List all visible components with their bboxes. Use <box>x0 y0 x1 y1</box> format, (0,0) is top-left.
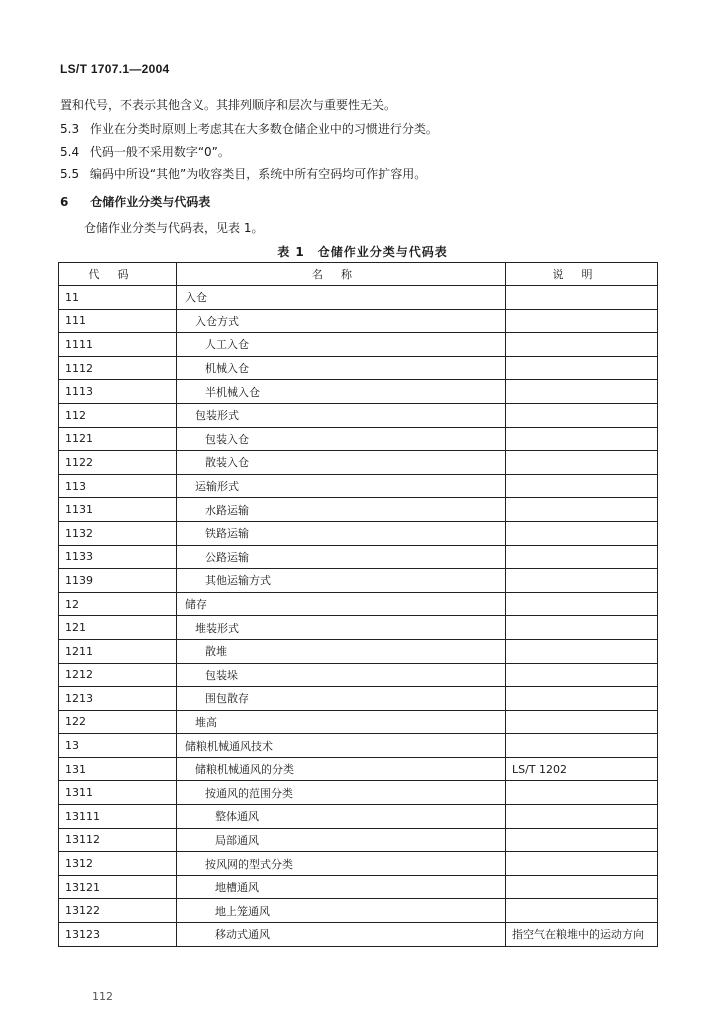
table-row <box>59 923 658 947</box>
table-row <box>59 474 658 498</box>
row-code: 12 <box>59 592 177 616</box>
table-row <box>59 734 658 758</box>
row-code: 121 <box>59 616 177 640</box>
row-name: 储粮机械通风的分类 <box>177 757 506 781</box>
row-remark <box>506 616 658 640</box>
table-row <box>59 545 658 569</box>
row-code: 11 <box>59 286 177 310</box>
row-remark <box>506 380 658 404</box>
table-row <box>59 309 658 333</box>
table-row <box>59 687 658 711</box>
table-row <box>59 427 658 451</box>
row-code: 1122 <box>59 451 177 475</box>
row-name: 入仓方式 <box>177 309 506 333</box>
clause-number: 5.5 <box>60 167 80 181</box>
row-name: 散堆 <box>177 639 506 663</box>
row-code: 1311 <box>59 781 177 805</box>
table-row <box>59 356 658 380</box>
row-remark <box>506 333 658 357</box>
row-code: 1113 <box>59 380 177 404</box>
row-name: 地槽通风 <box>177 875 506 899</box>
row-code: 113 <box>59 474 177 498</box>
section-title: 仓储作业分类与代码表 <box>90 195 211 209</box>
paragraph-5-5 <box>60 165 426 182</box>
row-code: 1111 <box>59 333 177 357</box>
row-name: 整体通风 <box>177 805 506 829</box>
page-number: 112 <box>92 990 113 1003</box>
table-row <box>59 616 658 640</box>
row-code: 1131 <box>59 498 177 522</box>
table-row <box>59 899 658 923</box>
paragraph-continuation: 置和代号，不表示其他含义。其排列顺序和层次与重要性无关。 <box>60 98 397 112</box>
row-name: 运输形式 <box>177 474 506 498</box>
row-remark <box>506 403 658 427</box>
table-row <box>59 521 658 545</box>
row-remark: 指空气在粮堆中的运动方向 <box>506 923 658 947</box>
row-remark <box>506 828 658 852</box>
row-name: 散装入仓 <box>177 451 506 475</box>
row-name: 移动式通风 <box>177 923 506 947</box>
header-code: 代码 <box>59 263 177 286</box>
row-name: 铁路运输 <box>177 521 506 545</box>
table-row <box>59 403 658 427</box>
row-code: 13122 <box>59 899 177 923</box>
table-header-row <box>59 263 658 286</box>
row-name: 人工入仓 <box>177 333 506 357</box>
row-remark <box>506 451 658 475</box>
table-row <box>59 380 658 404</box>
clause-text: 代码一般不采用数字“0”。 <box>89 145 230 159</box>
standard-code: LS/T 1707.1—2004 <box>60 62 170 76</box>
row-name: 包装入仓 <box>177 427 506 451</box>
row-name: 半机械入仓 <box>177 380 506 404</box>
table-row <box>59 757 658 781</box>
row-code: 131 <box>59 757 177 781</box>
row-remark <box>506 356 658 380</box>
table-row <box>59 498 658 522</box>
row-code: 13 <box>59 734 177 758</box>
row-code: 1213 <box>59 687 177 711</box>
row-remark <box>506 781 658 805</box>
row-remark: LS/T 1202 <box>506 757 658 781</box>
row-name: 堆高 <box>177 710 506 734</box>
row-name: 入仓 <box>177 286 506 310</box>
table-row <box>59 781 658 805</box>
row-code: 1212 <box>59 663 177 687</box>
row-remark <box>506 875 658 899</box>
row-remark <box>506 663 658 687</box>
row-code: 13123 <box>59 923 177 947</box>
table-row <box>59 639 658 663</box>
row-name: 局部通风 <box>177 828 506 852</box>
row-name: 机械入仓 <box>177 356 506 380</box>
row-code: 1133 <box>59 545 177 569</box>
clause-text: 作业在分类时原则上考虑其在大多数仓储企业中的习惯进行分类。 <box>89 122 438 136</box>
row-name: 堆装形式 <box>177 616 506 640</box>
header-name: 名称 <box>177 263 506 286</box>
row-code: 13121 <box>59 875 177 899</box>
row-name: 包装形式 <box>177 403 506 427</box>
paragraph-5-3 <box>60 120 438 137</box>
classification-table <box>58 262 658 947</box>
row-code: 111 <box>59 309 177 333</box>
row-remark <box>506 569 658 593</box>
row-name: 储存 <box>177 592 506 616</box>
table-row <box>59 663 658 687</box>
row-code: 1112 <box>59 356 177 380</box>
row-code: 1121 <box>59 427 177 451</box>
section-heading <box>60 193 210 210</box>
row-remark <box>506 592 658 616</box>
row-remark <box>506 427 658 451</box>
row-remark <box>506 734 658 758</box>
row-code: 122 <box>59 710 177 734</box>
row-code: 13112 <box>59 828 177 852</box>
row-remark <box>506 286 658 310</box>
row-name: 地上笼通风 <box>177 899 506 923</box>
table-row <box>59 569 658 593</box>
row-remark <box>506 852 658 876</box>
row-name: 公路运输 <box>177 545 506 569</box>
table-row <box>59 710 658 734</box>
clause-number: 5.4 <box>60 145 80 159</box>
row-name: 按通风的范围分类 <box>177 781 506 805</box>
row-remark <box>506 309 658 333</box>
row-code: 1132 <box>59 521 177 545</box>
table-row <box>59 852 658 876</box>
row-name: 其他运输方式 <box>177 569 506 593</box>
table-row <box>59 828 658 852</box>
section-number: 6 <box>60 195 69 209</box>
row-name: 储粮机械通风技术 <box>177 734 506 758</box>
table-row <box>59 592 658 616</box>
row-remark <box>506 639 658 663</box>
row-name: 按风网的型式分类 <box>177 852 506 876</box>
table-caption: 表 1 仓储作业分类与代码表 <box>277 245 448 259</box>
paragraph-5-4 <box>60 143 230 160</box>
table-row <box>59 875 658 899</box>
row-code: 1312 <box>59 852 177 876</box>
row-remark <box>506 521 658 545</box>
row-remark <box>506 710 658 734</box>
row-name: 水路运输 <box>177 498 506 522</box>
header-remark: 说明 <box>506 263 658 286</box>
table-row <box>59 333 658 357</box>
clause-number: 5.3 <box>60 122 80 136</box>
clause-text: 编码中所设“其他”为收容类目，系统中所有空码均可作扩容用。 <box>89 167 427 181</box>
row-remark <box>506 687 658 711</box>
row-name: 围包散存 <box>177 687 506 711</box>
intro-text: 仓储作业分类与代码表，见表 1。 <box>84 221 264 235</box>
row-remark <box>506 805 658 829</box>
row-name: 包装垛 <box>177 663 506 687</box>
table-row <box>59 451 658 475</box>
row-code: 1211 <box>59 639 177 663</box>
row-code: 1139 <box>59 569 177 593</box>
row-code: 112 <box>59 403 177 427</box>
table-row <box>59 286 658 310</box>
table-row <box>59 805 658 829</box>
row-remark <box>506 545 658 569</box>
row-code: 13111 <box>59 805 177 829</box>
row-remark <box>506 498 658 522</box>
row-remark <box>506 899 658 923</box>
row-remark <box>506 474 658 498</box>
